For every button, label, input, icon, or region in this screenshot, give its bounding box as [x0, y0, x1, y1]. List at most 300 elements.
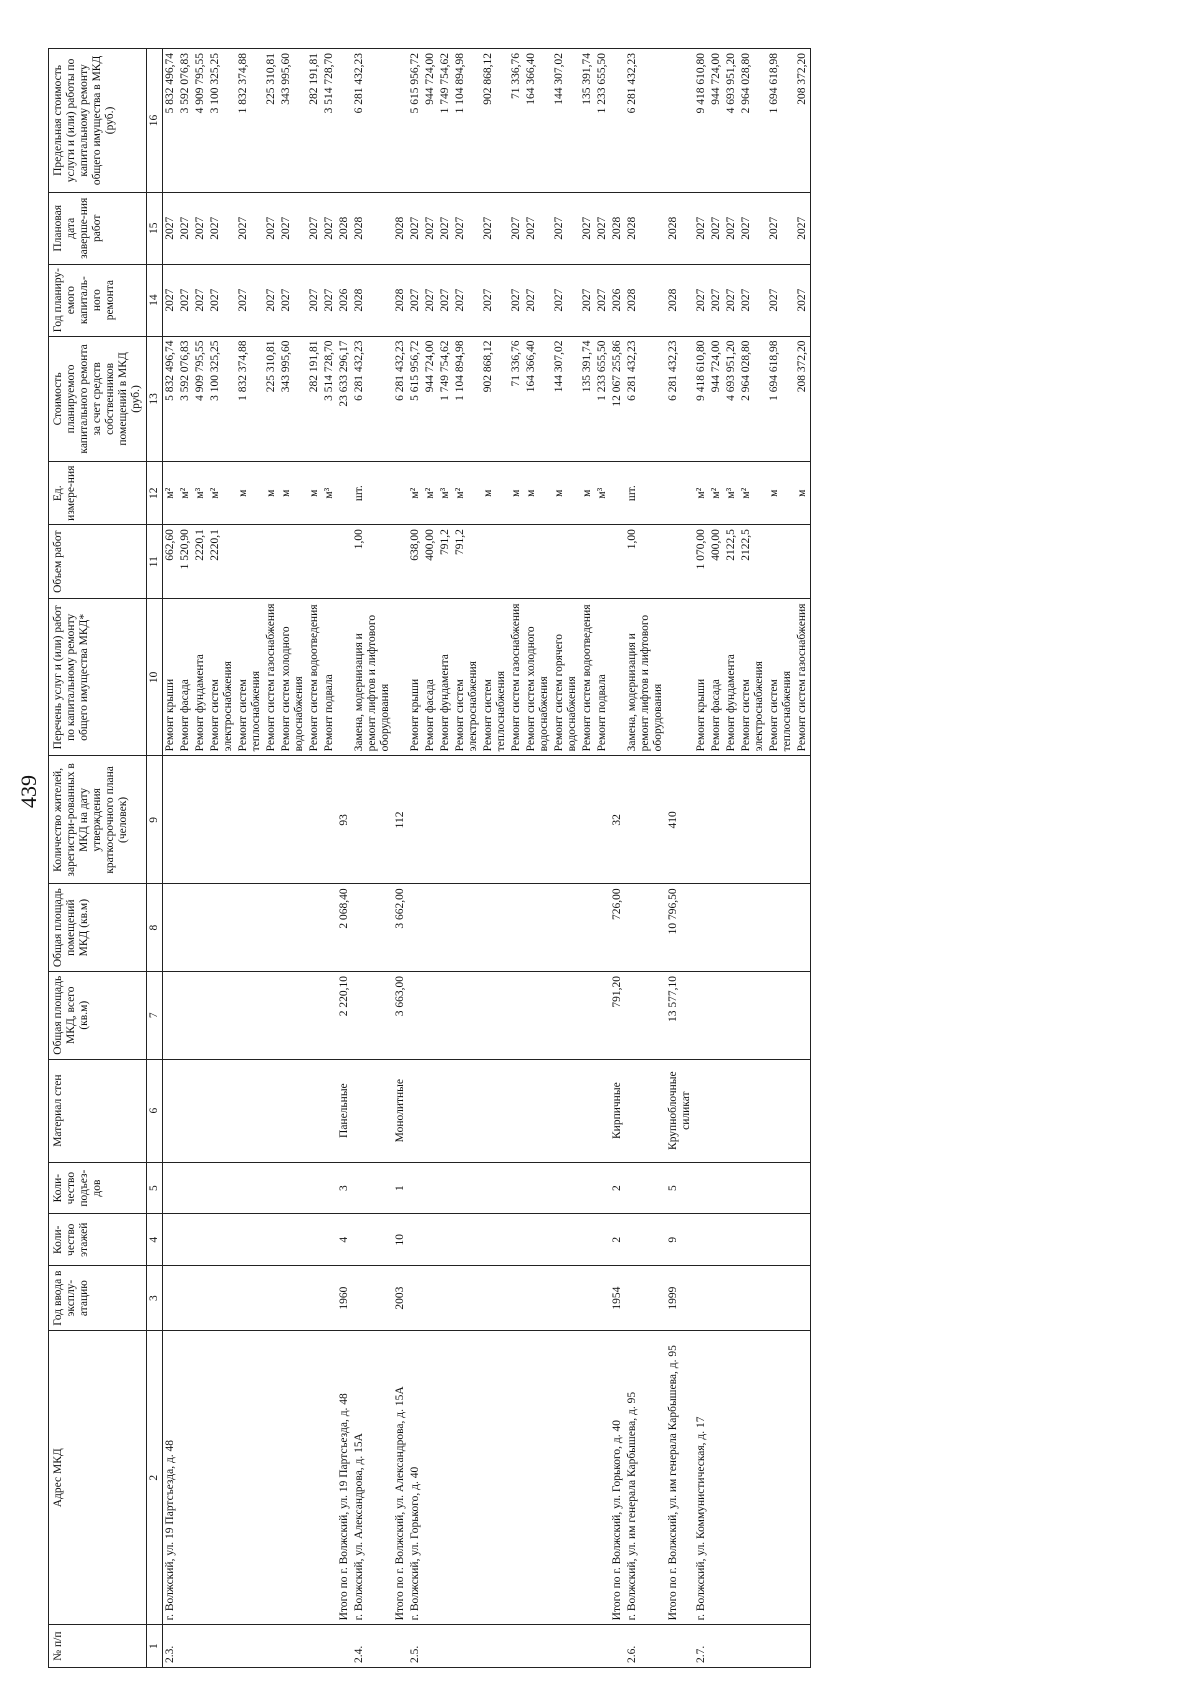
cell-premises-area: 726,00	[610, 884, 625, 972]
table-row	[709, 49, 724, 1668]
cell-work-volume: 2122,5	[724, 525, 739, 599]
cell-cost: 1 749 754,62	[438, 336, 453, 462]
table-row	[739, 49, 767, 1668]
cell-work-type: Ремонт подвала	[322, 599, 337, 756]
cell-cost: 1 104 894,98	[453, 336, 481, 462]
cell-floors: 9	[666, 1214, 694, 1266]
table-row	[352, 49, 393, 1668]
cell-wall-material	[408, 1059, 423, 1162]
cell-wall-material	[795, 1059, 811, 1162]
cell-repair-year: 2027	[767, 264, 795, 336]
cell-completion-date: 2028	[625, 192, 666, 264]
capital-repair-table	[48, 48, 811, 1668]
column-header: Коли-чество подъез-дов	[49, 1162, 147, 1214]
cell-residents	[481, 756, 509, 884]
cell-address	[193, 1331, 208, 1625]
cell-total-area: 2 220,10	[337, 971, 352, 1059]
cell-unit	[666, 462, 694, 525]
cell-residents	[423, 756, 438, 884]
cell-work-type: Ремонт систем электроснабжения	[453, 599, 481, 756]
table-row	[264, 49, 279, 1668]
cell-total-area	[524, 971, 552, 1059]
cell-completion-date: 2027	[236, 192, 264, 264]
column-number: 16	[147, 49, 163, 193]
cell-premises-area: 2 068,40	[337, 884, 352, 972]
cell-row-number: 2.3.	[163, 1625, 179, 1668]
cell-wall-material	[767, 1059, 795, 1162]
cell-premises-area	[178, 884, 193, 972]
cell-wall-material: Кирпичные	[610, 1059, 625, 1162]
cell-premises-area	[236, 884, 264, 972]
cell-floors	[580, 1214, 595, 1266]
cell-work-type: Ремонт подвала	[595, 599, 610, 756]
cell-work-volume	[279, 525, 307, 599]
table-row	[322, 49, 337, 1668]
cell-work-type: Ремонт систем холодного водоснабжения	[524, 599, 552, 756]
column-header: Ед. измере-ния	[49, 462, 147, 525]
cell-year-built	[767, 1266, 795, 1331]
cell-address	[580, 1331, 595, 1625]
cell-repair-year: 2027	[236, 264, 264, 336]
table-row	[694, 49, 709, 1668]
cell-total-area	[739, 971, 767, 1059]
cell-year-built	[279, 1266, 307, 1331]
cell-work-type: Ремонт систем водоотведения	[580, 599, 595, 756]
cell-floors	[423, 1214, 438, 1266]
cell-premises-area	[552, 884, 580, 972]
cell-residents	[352, 756, 393, 884]
cell-wall-material	[438, 1059, 453, 1162]
cell-cost: 164 366,40	[524, 336, 552, 462]
cell-year-built	[163, 1266, 179, 1331]
cell-wall-material	[724, 1059, 739, 1162]
cell-completion-date: 2027	[193, 192, 208, 264]
cell-residents	[724, 756, 739, 884]
cell-repair-year: 2027	[193, 264, 208, 336]
cell-repair-year: 2027	[509, 264, 524, 336]
cell-total-area	[595, 971, 610, 1059]
cell-wall-material	[524, 1059, 552, 1162]
cell-residents	[509, 756, 524, 884]
cell-total-area	[264, 971, 279, 1059]
cell-repair-year: 2027	[724, 264, 739, 336]
cell-residents	[279, 756, 307, 884]
cell-total-area	[178, 971, 193, 1059]
cell-premises-area	[423, 884, 438, 972]
cell-row-number	[595, 1625, 610, 1668]
cell-total-area: 791,20	[610, 971, 625, 1059]
table-row	[524, 49, 552, 1668]
cell-wall-material	[595, 1059, 610, 1162]
cell-completion-date: 2027	[767, 192, 795, 264]
cell-residents	[208, 756, 236, 884]
cell-total-area	[163, 971, 179, 1059]
cell-wall-material	[739, 1059, 767, 1162]
cell-floors	[307, 1214, 322, 1266]
cell-work-volume: 638,00	[408, 525, 423, 599]
cell-max-cost: 944 724,00	[423, 49, 438, 193]
cell-completion-date: 2027	[178, 192, 193, 264]
cell-row-number	[236, 1625, 264, 1668]
column-header: Перечень услуг и (или) работ по капитальному ремонту общего имущества МКД*	[49, 599, 147, 756]
cell-max-cost: 135 391,74	[580, 49, 595, 193]
cell-entrances	[453, 1162, 481, 1214]
cell-year-built	[709, 1266, 724, 1331]
cell-completion-date: 2027	[423, 192, 438, 264]
cell-completion-date: 2027	[509, 192, 524, 264]
cell-completion-date: 2027	[739, 192, 767, 264]
cell-premises-area	[208, 884, 236, 972]
cell-wall-material	[453, 1059, 481, 1162]
table-row	[208, 49, 236, 1668]
cell-unit: м²	[178, 462, 193, 525]
column-header: Общая площадь помещений МКД (кв.м)	[49, 884, 147, 972]
cell-work-volume	[767, 525, 795, 599]
cell-work-volume	[552, 525, 580, 599]
cell-residents	[322, 756, 337, 884]
cell-total-area	[767, 971, 795, 1059]
cell-total-area: 13 577,10	[666, 971, 694, 1059]
cell-entrances	[352, 1162, 393, 1214]
cell-max-cost: 1 749 754,62	[438, 49, 453, 193]
cell-year-built: 1954	[610, 1266, 625, 1331]
cell-year-built	[724, 1266, 739, 1331]
cell-residents	[767, 756, 795, 884]
cell-work-volume	[481, 525, 509, 599]
cell-work-type: Ремонт фундамента	[193, 599, 208, 756]
cell-completion-date: 2027	[709, 192, 724, 264]
cell-year-built: 1999	[666, 1266, 694, 1331]
column-number: 2	[147, 1331, 163, 1625]
cell-cost: 3 592 076,83	[178, 336, 193, 462]
cell-floors	[694, 1214, 709, 1266]
cell-unit: м	[481, 462, 509, 525]
cell-residents: 32	[610, 756, 625, 884]
cell-cost: 6 281 432,23	[352, 336, 393, 462]
cell-residents	[307, 756, 322, 884]
cell-unit: м²	[453, 462, 481, 525]
cell-cost: 6 281 432,23	[666, 336, 694, 462]
cell-work-volume	[236, 525, 264, 599]
cell-year-built	[208, 1266, 236, 1331]
cell-cost: 12 067 255,86	[610, 336, 625, 462]
cell-premises-area	[694, 884, 709, 972]
cell-unit: м	[552, 462, 580, 525]
cell-wall-material	[509, 1059, 524, 1162]
column-header: Материал стен	[49, 1059, 147, 1162]
column-header: Предельная стоимость услуги и (или) работы по капитальному ремонту общего имущества в МКД (руб.)	[49, 49, 147, 193]
table-row	[610, 49, 625, 1668]
cell-address: г. Волжский, ул. им генерала Карбышева, д. 95	[625, 1331, 666, 1625]
cell-floors	[709, 1214, 724, 1266]
cell-total-area	[307, 971, 322, 1059]
cell-wall-material	[193, 1059, 208, 1162]
cell-address	[767, 1331, 795, 1625]
cell-unit: м²	[408, 462, 423, 525]
cell-max-cost: 1 694 618,98	[767, 49, 795, 193]
table-row	[767, 49, 795, 1668]
table-row	[279, 49, 307, 1668]
cell-repair-year: 2027	[739, 264, 767, 336]
cell-total-area	[724, 971, 739, 1059]
cell-total-area	[453, 971, 481, 1059]
cell-entrances	[509, 1162, 524, 1214]
cell-row-number	[453, 1625, 481, 1668]
cell-completion-date: 2028	[352, 192, 393, 264]
cell-completion-date: 2027	[408, 192, 423, 264]
cell-work-type: Ремонт фундамента	[724, 599, 739, 756]
cell-year-built	[423, 1266, 438, 1331]
cell-total-area	[509, 971, 524, 1059]
cell-total-area	[709, 971, 724, 1059]
cell-work-type: Ремонт систем холодного водоснабжения	[279, 599, 307, 756]
cell-max-cost: 4 693 951,20	[724, 49, 739, 193]
cell-address	[236, 1331, 264, 1625]
cell-address: Итого по г. Волжский, ул. им генерала Карбышева, д. 95	[666, 1331, 694, 1625]
cell-total-area	[322, 971, 337, 1059]
cell-wall-material	[694, 1059, 709, 1162]
cell-cost: 6 281 432,23	[393, 336, 408, 462]
cell-total-area	[208, 971, 236, 1059]
table-row	[580, 49, 595, 1668]
table-row	[163, 49, 179, 1668]
cell-year-built	[193, 1266, 208, 1331]
cell-work-type: Ремонт фасада	[423, 599, 438, 756]
cell-max-cost: 1 104 894,98	[453, 49, 481, 193]
cell-wall-material	[709, 1059, 724, 1162]
cell-residents	[236, 756, 264, 884]
cell-entrances	[264, 1162, 279, 1214]
cell-row-number	[509, 1625, 524, 1668]
cell-year-built	[322, 1266, 337, 1331]
cell-repair-year: 2027	[178, 264, 193, 336]
cell-max-cost: 902 868,12	[481, 49, 509, 193]
cell-address	[795, 1331, 811, 1625]
cell-total-area	[193, 971, 208, 1059]
cell-work-volume	[666, 525, 694, 599]
cell-row-number	[481, 1625, 509, 1668]
cell-work-volume: 2220,1	[193, 525, 208, 599]
cell-max-cost	[666, 49, 694, 193]
cell-entrances	[178, 1162, 193, 1214]
cell-year-built	[307, 1266, 322, 1331]
cell-entrances	[767, 1162, 795, 1214]
cell-premises-area	[438, 884, 453, 972]
cell-address: Итого по г. Волжский, ул. Александрова, д. 15А	[393, 1331, 408, 1625]
table-row	[236, 49, 264, 1668]
cell-max-cost: 4 909 795,55	[193, 49, 208, 193]
cell-premises-area	[709, 884, 724, 972]
cell-total-area	[438, 971, 453, 1059]
table-row	[625, 49, 666, 1668]
cell-row-number	[279, 1625, 307, 1668]
cell-completion-date: 2027	[453, 192, 481, 264]
cell-unit: м²	[709, 462, 724, 525]
table-row	[178, 49, 193, 1668]
cell-floors	[724, 1214, 739, 1266]
cell-unit: м²	[694, 462, 709, 525]
cell-row-number	[552, 1625, 580, 1668]
column-header: Коли-чество этажей	[49, 1214, 147, 1266]
cell-wall-material	[481, 1059, 509, 1162]
table-row	[595, 49, 610, 1668]
cell-unit: м	[580, 462, 595, 525]
cell-residents	[163, 756, 179, 884]
cell-work-volume	[795, 525, 811, 599]
cell-year-built	[694, 1266, 709, 1331]
cell-floors	[625, 1214, 666, 1266]
cell-row-number	[610, 1625, 625, 1668]
column-header: № п/п	[49, 1625, 147, 1668]
cell-wall-material	[178, 1059, 193, 1162]
cell-max-cost: 208 372,20	[795, 49, 811, 193]
cell-year-built	[595, 1266, 610, 1331]
cell-cost: 23 633 296,17	[337, 336, 352, 462]
cell-repair-year: 2027	[481, 264, 509, 336]
cell-max-cost: 5 615 956,72	[408, 49, 423, 193]
cell-residents	[795, 756, 811, 884]
cell-premises-area	[408, 884, 423, 972]
cell-repair-year: 2028	[666, 264, 694, 336]
cell-year-built	[408, 1266, 423, 1331]
table-row	[481, 49, 509, 1668]
table-row	[724, 49, 739, 1668]
cell-cost: 144 307,02	[552, 336, 580, 462]
cell-entrances	[408, 1162, 423, 1214]
cell-cost: 5 615 956,72	[408, 336, 423, 462]
table-row	[408, 49, 423, 1668]
cell-total-area	[694, 971, 709, 1059]
cell-premises-area	[352, 884, 393, 972]
cell-floors	[552, 1214, 580, 1266]
cell-address	[264, 1331, 279, 1625]
cell-address	[724, 1331, 739, 1625]
cell-cost: 5 832 496,74	[163, 336, 179, 462]
cell-year-built	[552, 1266, 580, 1331]
cell-wall-material	[322, 1059, 337, 1162]
cell-entrances	[279, 1162, 307, 1214]
column-number: 15	[147, 192, 163, 264]
column-number: 14	[147, 264, 163, 336]
cell-unit: шт.	[352, 462, 393, 525]
cell-work-volume: 1 520,90	[178, 525, 193, 599]
cell-address	[524, 1331, 552, 1625]
cell-premises-area	[307, 884, 322, 972]
cell-work-type	[337, 599, 352, 756]
cell-completion-date: 2027	[481, 192, 509, 264]
cell-entrances	[322, 1162, 337, 1214]
cell-residents: 112	[393, 756, 408, 884]
column-number: 6	[147, 1059, 163, 1162]
cell-total-area	[408, 971, 423, 1059]
cell-repair-year: 2027	[264, 264, 279, 336]
cell-wall-material	[423, 1059, 438, 1162]
cell-work-volume: 1 070,00	[694, 525, 709, 599]
cell-work-type	[393, 599, 408, 756]
cell-floors	[767, 1214, 795, 1266]
cell-residents	[595, 756, 610, 884]
cell-row-number	[795, 1625, 811, 1668]
cell-total-area	[625, 971, 666, 1059]
cell-cost: 4 909 795,55	[193, 336, 208, 462]
cell-unit: м²	[739, 462, 767, 525]
cell-premises-area	[509, 884, 524, 972]
cell-work-type: Ремонт систем газоснабжения	[795, 599, 811, 756]
cell-work-volume: 400,00	[709, 525, 724, 599]
cell-max-cost	[337, 49, 352, 193]
cell-max-cost: 3 100 325,25	[208, 49, 236, 193]
cell-repair-year: 2027	[694, 264, 709, 336]
cell-address	[453, 1331, 481, 1625]
cell-residents: 93	[337, 756, 352, 884]
cell-entrances	[208, 1162, 236, 1214]
cell-address	[322, 1331, 337, 1625]
cell-premises-area	[524, 884, 552, 972]
cell-max-cost: 3 514 728,70	[322, 49, 337, 193]
cell-unit: м²	[208, 462, 236, 525]
cell-completion-date: 2027	[724, 192, 739, 264]
cell-work-volume	[610, 525, 625, 599]
cell-year-built	[509, 1266, 524, 1331]
cell-work-type: Ремонт крыши	[408, 599, 423, 756]
cell-repair-year: 2026	[337, 264, 352, 336]
cell-address	[423, 1331, 438, 1625]
cell-max-cost: 225 310,81	[264, 49, 279, 193]
cell-repair-year: 2028	[393, 264, 408, 336]
cell-row-number	[524, 1625, 552, 1668]
cell-unit: м	[524, 462, 552, 525]
cell-work-volume: 400,00	[423, 525, 438, 599]
cell-unit: м	[767, 462, 795, 525]
cell-row-number	[580, 1625, 595, 1668]
cell-wall-material	[163, 1059, 179, 1162]
cell-row-number	[178, 1625, 193, 1668]
cell-unit: м	[795, 462, 811, 525]
cell-floors	[509, 1214, 524, 1266]
cell-repair-year: 2026	[610, 264, 625, 336]
cell-entrances	[625, 1162, 666, 1214]
column-header: Плановая дата заверше-ния работ	[49, 192, 147, 264]
cell-work-volume	[509, 525, 524, 599]
column-number: 13	[147, 336, 163, 462]
cell-total-area	[279, 971, 307, 1059]
cell-premises-area	[625, 884, 666, 972]
cell-year-built	[481, 1266, 509, 1331]
cell-year-built	[739, 1266, 767, 1331]
cell-floors: 10	[393, 1214, 408, 1266]
cell-work-type: Замена, модернизация и ремонт лифтов и лифтового оборудования	[352, 599, 393, 756]
cell-repair-year: 2027	[580, 264, 595, 336]
table-row	[552, 49, 580, 1668]
cell-work-type: Ремонт крыши	[694, 599, 709, 756]
table-row	[423, 49, 438, 1668]
cell-total-area	[352, 971, 393, 1059]
column-number: 8	[147, 884, 163, 972]
cell-row-number	[767, 1625, 795, 1668]
cell-premises-area	[279, 884, 307, 972]
cell-floors	[453, 1214, 481, 1266]
cell-cost: 1 233 655,50	[595, 336, 610, 462]
column-number: 4	[147, 1214, 163, 1266]
cell-floors	[163, 1214, 179, 1266]
cell-cost: 9 418 610,80	[694, 336, 709, 462]
table-row	[337, 49, 352, 1668]
cell-address	[481, 1331, 509, 1625]
cell-entrances	[694, 1162, 709, 1214]
cell-residents	[453, 756, 481, 884]
cell-unit: м³	[438, 462, 453, 525]
cell-floors	[408, 1214, 423, 1266]
